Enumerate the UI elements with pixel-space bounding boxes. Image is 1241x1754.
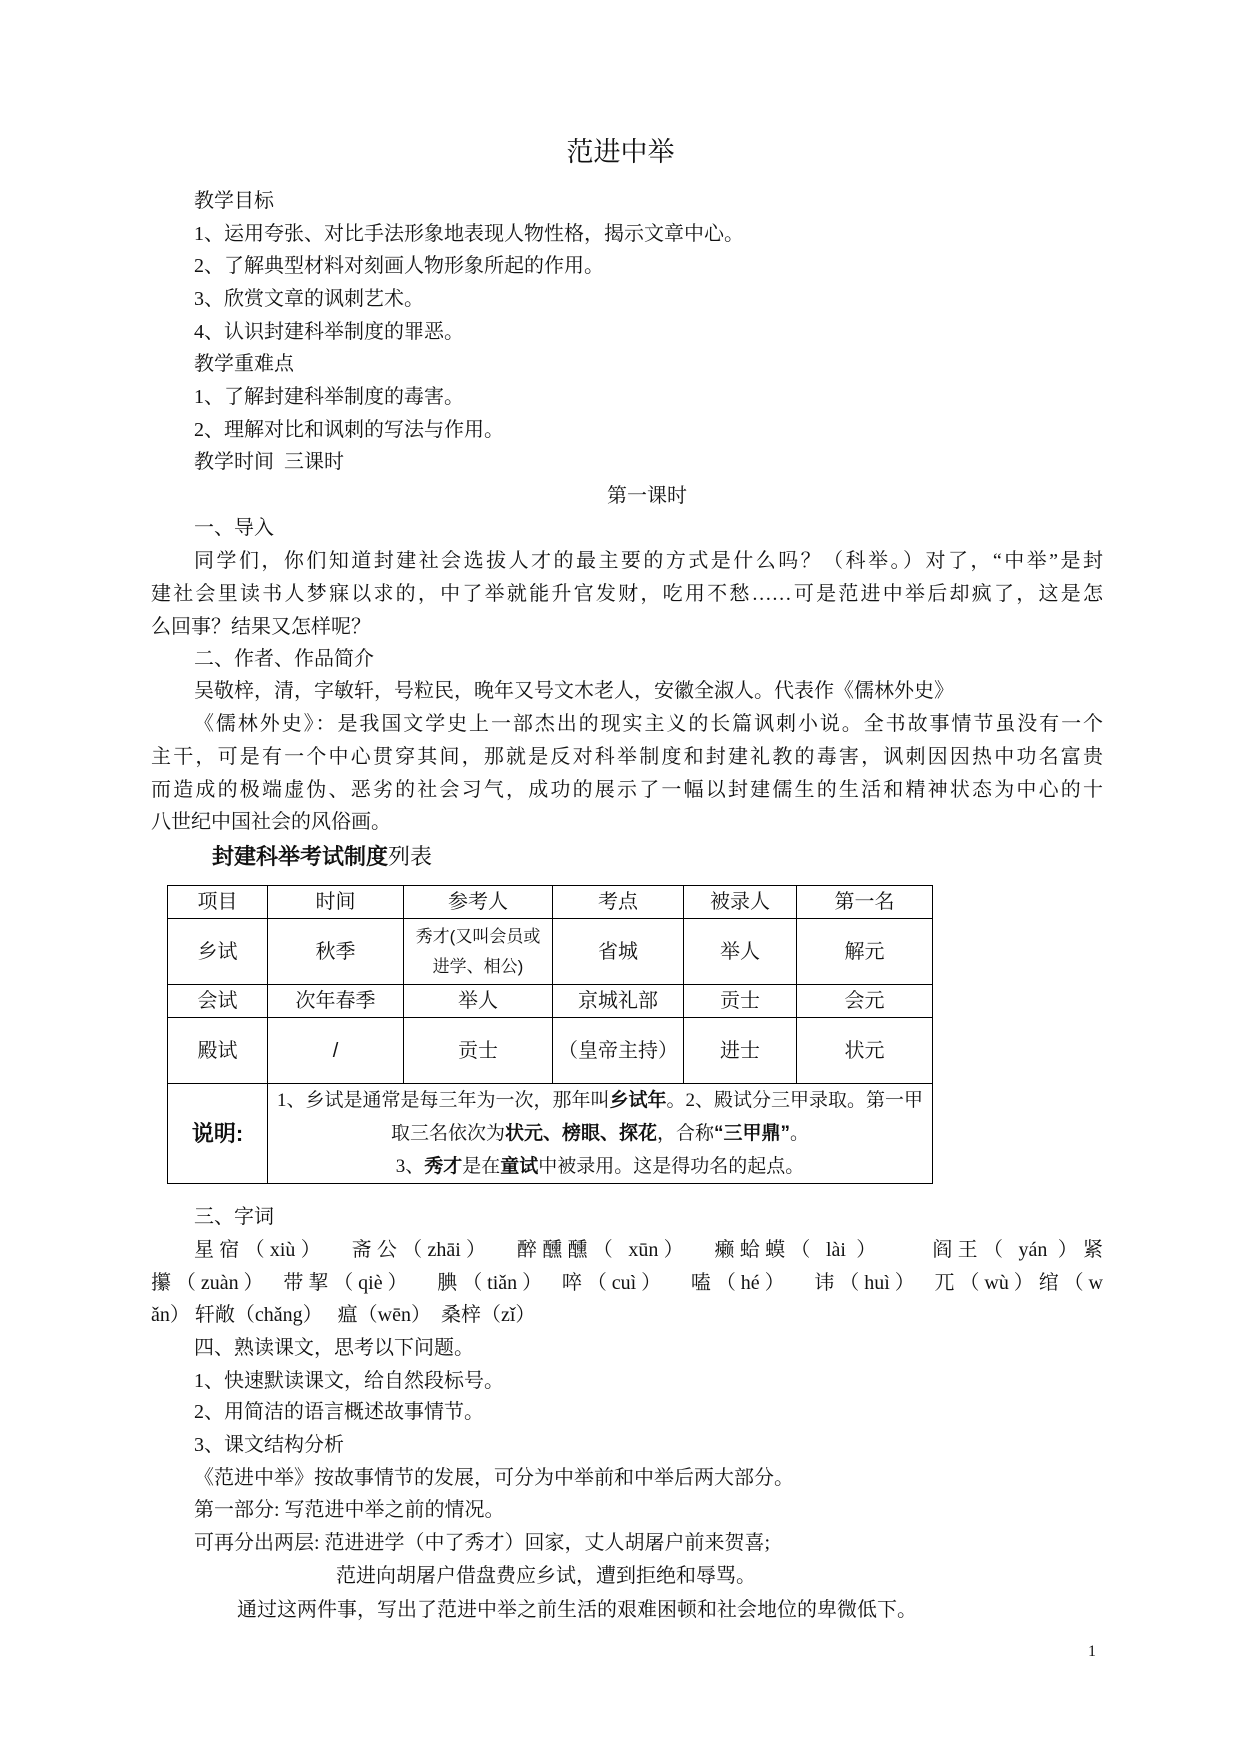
list-item: 3、欣赏文章的讽刺艺术。 <box>194 288 424 310</box>
page-title: 范进中举 <box>566 137 675 167</box>
table-cell: 殿试 <box>168 1018 268 1084</box>
table-title-rest: 列表 <box>388 844 433 869</box>
paragraph-line: 通过这两件事，写出了范进中举之前生活的艰难困顿和社会地位的卑微低下。 <box>237 1599 917 1621</box>
header-cell: 参考人 <box>404 886 553 919</box>
vocab-line: 星宿（xiù） 斋公（zhāi） 醉醺醺（ xūn） 癞蛤蟆（ lài ） 阎王（ yán ）紧 <box>194 1239 1103 1261</box>
header-cell: 被录人 <box>684 886 797 919</box>
table-cell: 举人 <box>684 919 797 985</box>
paragraph-line: 主干，可是有一个中心贯穿其间，那就是反对科举制度和封建礼教的毒害，讽刺因因热中功名富贵 <box>151 746 1103 768</box>
list-item: 2、理解对比和讽刺的写法与作用。 <box>194 419 504 441</box>
list-item: 3、课文结构分析 <box>194 1434 344 1456</box>
note-label: 说明: <box>168 1084 268 1184</box>
header-cell: 第一名 <box>797 886 933 919</box>
paragraph-line: 建社会里读书人梦寐以求的，中了举就能升官发财，吃用不愁……可是范进中举后却疯了，这是怎 <box>151 583 1103 605</box>
vocab-line: ǎn） 轩敞（chǎng） 瘟（wēn） 桑梓（zǐ） <box>151 1304 536 1326</box>
table-cell: 进士 <box>684 1018 797 1084</box>
exam-system-table <box>167 885 933 1184</box>
list-item: 4、认识封建科举制度的罪恶。 <box>194 321 464 343</box>
list-item: 2、用简洁的语言概述故事情节。 <box>194 1401 484 1423</box>
table-cell: / <box>268 1018 404 1084</box>
table-cell: 贡士 <box>404 1018 553 1084</box>
paragraph-line: 而造成的极端虚伪、恶劣的社会习气，成功的展示了一幅以封建儒生的生活和精神状态为中心的十 <box>151 779 1103 801</box>
table-title <box>212 841 432 873</box>
section-heading: 三、字词 <box>194 1206 274 1228</box>
table-cell: 省城 <box>553 919 684 985</box>
section-heading: 二、作者、作品简介 <box>194 648 374 670</box>
table-cell: 次年春季 <box>268 985 404 1018</box>
table-cell: 秀才(又叫会员或进学、相公) <box>404 919 553 985</box>
teaching-time: 教学时间 三课时 <box>194 451 344 473</box>
paragraph-line: 八世纪中国社会的风俗画。 <box>151 811 391 833</box>
section-heading: 教学重难点 <box>194 353 294 375</box>
paragraph-line: 第一部分: 写范进中举之前的情况。 <box>194 1499 505 1521</box>
table-row <box>168 919 933 985</box>
table-note-row <box>168 1084 933 1184</box>
table-cell: 秋季 <box>268 919 404 985</box>
lesson-heading: 第一课时 <box>607 485 687 507</box>
table-cell: （皇帝主持） <box>553 1018 684 1084</box>
paragraph-line: 同学们，你们知道封建社会选拔人才的最主要的方式是什么吗？（科举。）对了，“中举”是封 <box>194 550 1103 572</box>
table-row <box>168 1018 933 1084</box>
list-item: 2、了解典型材料对刻画人物形象所起的作用。 <box>194 255 604 277</box>
table-cell: 会元 <box>797 985 933 1018</box>
table-cell: 贡士 <box>684 985 797 1018</box>
header-cell: 项目 <box>168 886 268 919</box>
table-cell: 状元 <box>797 1018 933 1084</box>
header-cell: 时间 <box>268 886 404 919</box>
table-cell: 会试 <box>168 985 268 1018</box>
paragraph-line: 么回事？结果又怎样呢？ <box>151 616 371 638</box>
section-heading: 一、导入 <box>194 517 274 539</box>
note-cell: 1、乡试是通常是每三年为一次，那年叫乡试年。2、殿试分三甲录取。第一甲取三名依次为状元、榜眼、探花，合称“三甲鼎”。 3、秀才是在童试中被录用。这是得功名的起点。 <box>268 1084 933 1184</box>
page-number: 1 <box>1088 1643 1096 1660</box>
table-title-bold: 封建科举考试制度 <box>212 844 389 869</box>
table-cell: 举人 <box>404 985 553 1018</box>
table-cell: 京城礼部 <box>553 985 684 1018</box>
table-header-row <box>168 886 933 919</box>
section-heading: 教学目标 <box>194 190 274 212</box>
header-cell: 考点 <box>553 886 684 919</box>
table-row <box>168 985 933 1018</box>
paragraph-line: 吴敬梓，清，字敏轩，号粒民，晚年又号文木老人，安徽全淑人。代表作《儒林外史》 <box>194 680 954 702</box>
list-item: 1、了解封建科举制度的毒害。 <box>194 386 464 408</box>
paragraph-line: 《范进中举》按故事情节的发展，可分为中举前和中举后两大部分。 <box>194 1467 794 1489</box>
table-cell: 乡试 <box>168 919 268 985</box>
list-item: 1、运用夸张、对比手法形象地表现人物性格，揭示文章中心。 <box>194 223 744 245</box>
list-item: 1、快速默读课文，给自然段标号。 <box>194 1370 504 1392</box>
vocab-line: 攥（zuàn） 带挈（qiè） 腆（tiǎn） 啐（cuì） 嗑（hé） 讳（huì） 兀（wù）绾（w <box>151 1272 1103 1294</box>
table-cell: 解元 <box>797 919 933 985</box>
paragraph-line: 可再分出两层: 范进进学（中了秀才）回家，丈人胡屠户前来贺喜; <box>194 1532 771 1554</box>
paragraph-line: 《儒林外史》：是我国文学史上一部杰出的现实主义的长篇讽刺小说。全书故事情节虽没有一个 <box>194 713 1103 735</box>
paragraph-line: 范进向胡屠户借盘费应乡试，遭到拒绝和辱骂。 <box>336 1565 756 1587</box>
section-heading: 四、熟读课文，思考以下问题。 <box>194 1337 474 1359</box>
